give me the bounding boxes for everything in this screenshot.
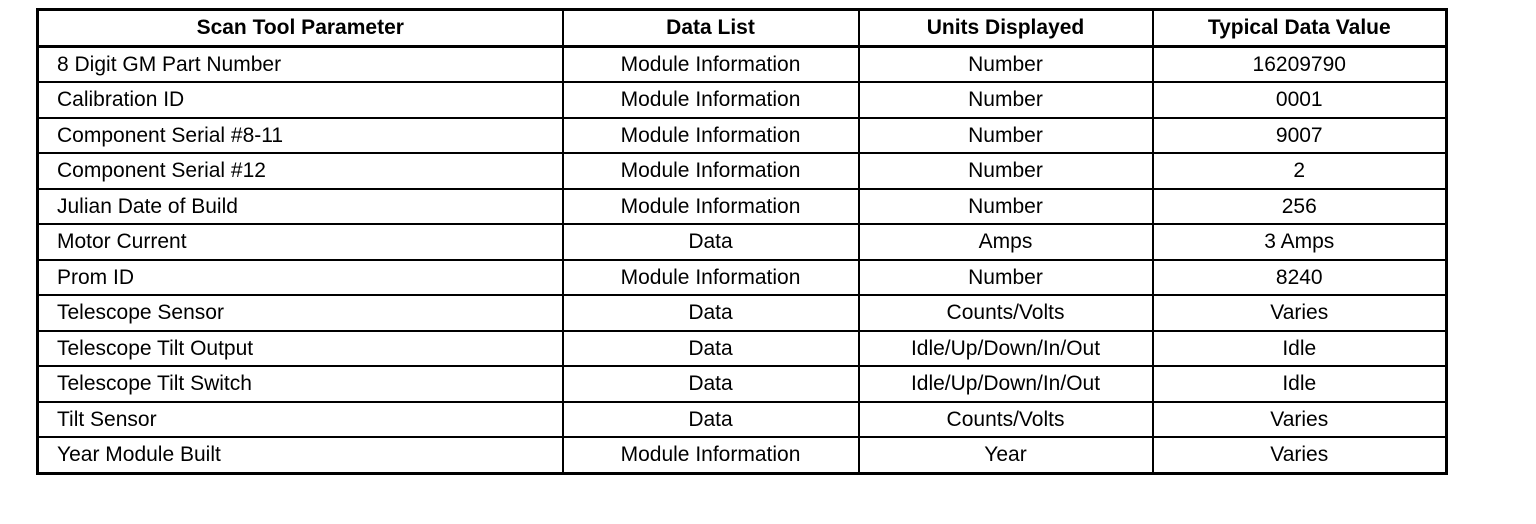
cell-parameter: 8 Digit GM Part Number	[38, 46, 563, 82]
cell-units: Number	[859, 260, 1153, 296]
cell-parameter: Telescope Sensor	[38, 295, 563, 331]
cell-data-list: Module Information	[563, 260, 859, 296]
cell-data-list: Module Information	[563, 46, 859, 82]
cell-data-list: Data	[563, 402, 859, 438]
table-row	[38, 366, 1447, 402]
cell-data-list: Module Information	[563, 189, 859, 225]
cell-typical-value: Varies	[1153, 402, 1447, 438]
cell-parameter: Prom ID	[38, 260, 563, 296]
cell-units: Idle/Up/Down/In/Out	[859, 366, 1153, 402]
cell-units: Number	[859, 46, 1153, 82]
cell-typical-value: Idle	[1153, 331, 1447, 367]
cell-units: Amps	[859, 224, 1153, 260]
table-row	[38, 82, 1447, 118]
cell-parameter: Year Module Built	[38, 437, 563, 473]
table-row	[38, 295, 1447, 331]
cell-data-list: Data	[563, 331, 859, 367]
table-row	[38, 46, 1447, 82]
cell-data-list: Module Information	[563, 82, 859, 118]
table-row	[38, 437, 1447, 473]
cell-typical-value: Varies	[1153, 437, 1447, 473]
cell-parameter: Motor Current	[38, 224, 563, 260]
table-row	[38, 189, 1447, 225]
cell-data-list: Module Information	[563, 118, 859, 154]
cell-typical-value: 16209790	[1153, 46, 1447, 82]
header-units-displayed: Units Displayed	[859, 10, 1153, 47]
cell-data-list: Module Information	[563, 153, 859, 189]
cell-parameter: Tilt Sensor	[38, 402, 563, 438]
table-row	[38, 402, 1447, 438]
cell-units: Counts/Volts	[859, 295, 1153, 331]
cell-parameter: Telescope Tilt Switch	[38, 366, 563, 402]
cell-typical-value: 2	[1153, 153, 1447, 189]
cell-typical-value: 3 Amps	[1153, 224, 1447, 260]
cell-data-list: Data	[563, 366, 859, 402]
table-row	[38, 331, 1447, 367]
cell-parameter: Component Serial #12	[38, 153, 563, 189]
scan-tool-data-table	[36, 8, 1448, 475]
cell-typical-value: 256	[1153, 189, 1447, 225]
table-row	[38, 118, 1447, 154]
header-typical-data-value: Typical Data Value	[1153, 10, 1447, 47]
cell-parameter: Telescope Tilt Output	[38, 331, 563, 367]
cell-units: Number	[859, 118, 1153, 154]
header-data-list: Data List	[563, 10, 859, 47]
header-row	[38, 10, 1447, 47]
cell-typical-value: 0001	[1153, 82, 1447, 118]
cell-data-list: Module Information	[563, 437, 859, 473]
cell-parameter: Julian Date of Build	[38, 189, 563, 225]
cell-data-list: Data	[563, 295, 859, 331]
header-scan-tool-parameter: Scan Tool Parameter	[38, 10, 563, 47]
cell-typical-value: Varies	[1153, 295, 1447, 331]
table-row	[38, 224, 1447, 260]
table-row	[38, 260, 1447, 296]
cell-units: Year	[859, 437, 1153, 473]
cell-data-list: Data	[563, 224, 859, 260]
cell-parameter: Calibration ID	[38, 82, 563, 118]
table-header	[38, 10, 1447, 47]
cell-units: Number	[859, 153, 1153, 189]
cell-units: Idle/Up/Down/In/Out	[859, 331, 1153, 367]
cell-units: Number	[859, 189, 1153, 225]
cell-typical-value: 9007	[1153, 118, 1447, 154]
cell-typical-value: Idle	[1153, 366, 1447, 402]
cell-units: Counts/Volts	[859, 402, 1153, 438]
scan-tool-data-table-container	[36, 8, 1448, 475]
table-row	[38, 153, 1447, 189]
cell-parameter: Component Serial #8-11	[38, 118, 563, 154]
cell-units: Number	[859, 82, 1153, 118]
table-body	[38, 46, 1447, 473]
cell-typical-value: 8240	[1153, 260, 1447, 296]
